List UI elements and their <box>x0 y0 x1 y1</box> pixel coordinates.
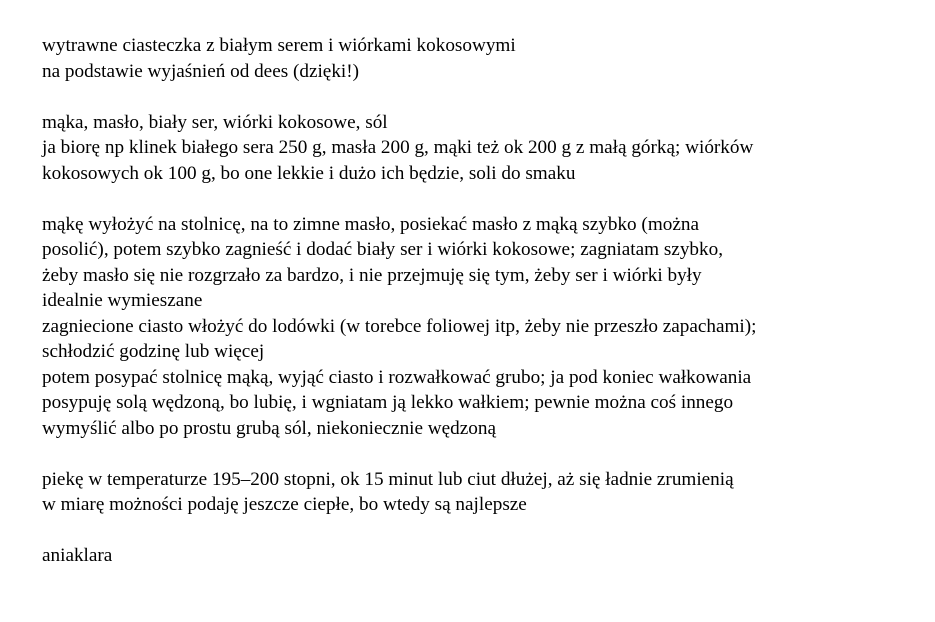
preparation-section <box>42 212 922 442</box>
baking-line: piekę w temperaturze 195–200 stopni, ok 15 minut lub ciut dłużej, aż się ładnie zrumienią <box>42 468 734 490</box>
ingredients-list: mąka, masło, biały ser, wiórki kokosowe, sól <box>42 111 388 133</box>
recipe-header <box>42 33 922 84</box>
preparation-line: zagniecione ciasto włożyć do lodówki (w torebce foliowej itp, żeby nie przeszło zapachami); <box>42 315 757 337</box>
preparation-line: potem posypać stolnicę mąką, wyjąć ciasto i rozwałkować grubo; ja pod koniec wałkowania <box>42 366 752 388</box>
preparation-line: schłodzić godzinę lub więcej <box>42 341 265 362</box>
serving-line: w miarę możności podaję jeszcze ciepłe, bo wtedy są najlepsze <box>42 494 527 515</box>
preparation-line: posolić), potem szybko zagnieść i dodać biały ser i wiórki kokosowe; zagniatam szybko, <box>42 239 723 260</box>
recipe-title: wytrawne ciasteczka z białym serem i wiórkami kokosowymi <box>42 35 516 56</box>
preparation-line: mąkę wyłożyć na stolnicę, na to zimne masło, posiekać masło z mąką szybko (można <box>42 213 699 235</box>
baking-section <box>42 467 922 518</box>
recipe-credit: na podstawie wyjaśnień od dees (dzięki!) <box>42 60 360 82</box>
preparation-line: wymyślić albo po prostu grubą sól, niekoniecznie wędzoną <box>42 417 496 439</box>
ingredients-quantities-line: kokosowych ok 100 g, bo one lekkie i dużo ich będzie, soli do smaku <box>42 162 576 184</box>
ingredients-section <box>42 110 922 187</box>
preparation-line: idealnie wymieszane <box>42 290 203 311</box>
preparation-line: żeby masło się nie rozgrzało za bardzo, i nie przejmuję się tym, żeby ser i wiórki były <box>42 264 702 286</box>
recipe-document <box>42 33 922 594</box>
signature-section <box>42 543 922 569</box>
ingredients-quantities-line: ja biorę np klinek białego sera 250 g, masła 200 g, mąki też ok 200 g z małą górką; wiórków <box>42 137 754 158</box>
preparation-line: posypuję solą wędzoną, bo lubię, i wgniatam ją lekko wałkiem; pewnie można coś innego <box>42 392 734 413</box>
author-signature: aniaklara <box>42 545 113 566</box>
